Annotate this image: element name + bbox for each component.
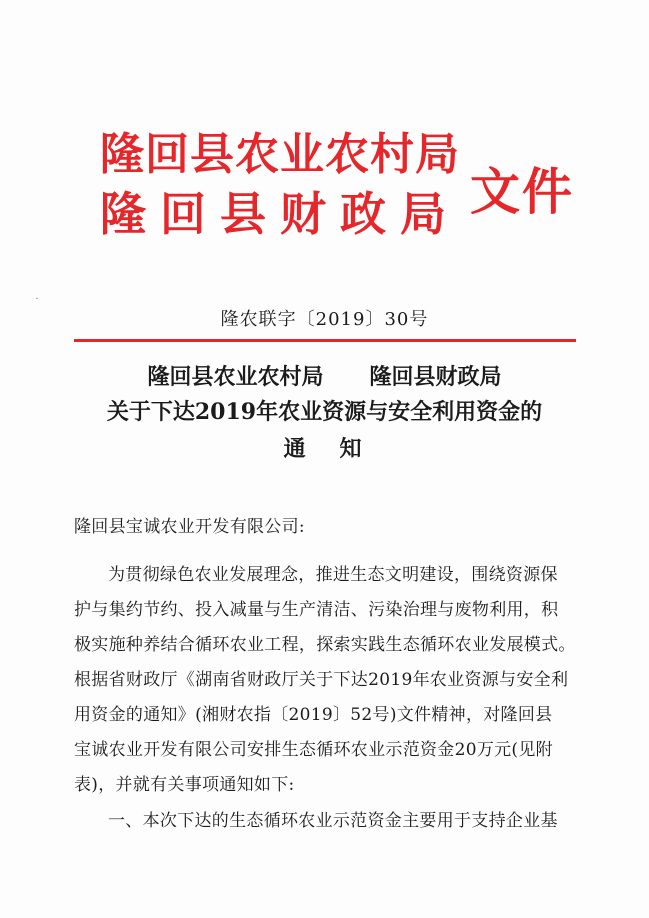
body-line: 用资金的通知》(湘财农指〔2019〕52号)文件精神，对隆回县 (74, 705, 553, 725)
title-issuer-2: 隆回县财政局 (369, 364, 502, 390)
title-notice (0, 432, 649, 463)
title-subject: 关于下达2019年农业资源与安全利用资金的 (106, 399, 543, 425)
body-line: 一、本次下达的生态循环农业示范资金主要用于支持企业基 (108, 811, 558, 831)
body-line: 表)，并就有关事项通知如下: (74, 775, 295, 795)
salutation: 隆回县宝诚农业开发有限公司: (74, 517, 305, 537)
title-issuers (0, 360, 649, 391)
issuing-org-line-1: 隆回县农业农村局 (100, 129, 460, 180)
body-line: 根据省财政厅《湖南省财政厅关于下达2019年农业资源与安全利 (74, 670, 569, 690)
red-separator-line (74, 339, 576, 342)
body-line: 极实施种养结合循环农业工程，探索实践生态循环农业发展模式。 (74, 635, 576, 655)
document-type-label: 文件 (470, 162, 574, 221)
body-line: 护与集约节约、投入减量与生产清洁、污染治理与废物利用，积 (74, 600, 559, 620)
scan-speck: ˙ (34, 296, 40, 310)
document-number: 隆农联字〔2019〕30号 (220, 309, 429, 330)
body-line: 为贯彻绿色农业发展理念，推进生态文明建设，围绕资源保 (108, 565, 558, 585)
title-issuer-1: 隆回县农业农村局 (147, 364, 324, 390)
issuing-org-line-2: 隆回县财政局 (100, 187, 460, 241)
body-line: 宝诚农业开发有限公司安排生态循环农业示范资金20万元(见附 (74, 740, 553, 760)
title-notice-char-2: 知 (339, 436, 366, 462)
title-notice-char-1: 通 (283, 436, 310, 462)
